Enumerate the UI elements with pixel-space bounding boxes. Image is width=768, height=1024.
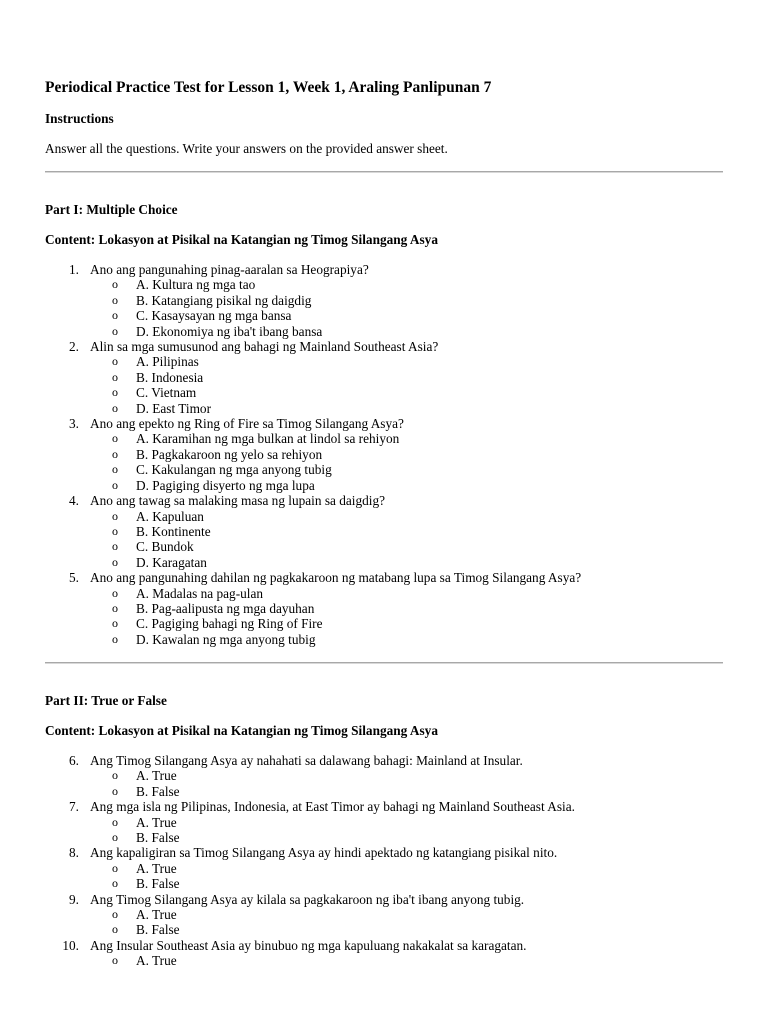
part2-question-list (45, 753, 725, 969)
question-item (45, 339, 725, 416)
answer-option (90, 815, 725, 830)
instructions-heading: Instructions (45, 111, 114, 126)
option-text: A. Kultura ng mga tao (136, 277, 256, 293)
option-text: B. Katangiang pisikal ng daigdig (136, 292, 312, 308)
question-item (45, 938, 725, 969)
question-item (45, 570, 725, 647)
option-text: D. Ekonomiya ng iba't ibang bansa (136, 323, 323, 339)
circle-bullet-icon: o (112, 600, 118, 615)
circle-bullet-icon: o (112, 523, 118, 538)
option-text: C. Bundok (136, 539, 194, 555)
question-text: Alin sa mga sumusunod ang bahagi ng Mainland Southeast Asia? (90, 339, 439, 355)
option-text: C. Kasaysayan ng mga bansa (136, 308, 292, 324)
option-text: B. False (136, 876, 180, 892)
question-number: 5. (69, 570, 79, 586)
option-text: D. East Timor (136, 400, 211, 416)
question-number: 10. (62, 937, 79, 953)
question-number: 6. (69, 753, 79, 768)
option-text: C. Kakulangan ng mga anyong tubig (136, 462, 332, 478)
circle-bullet-icon: o (112, 585, 118, 600)
answer-option (90, 632, 725, 647)
circle-bullet-icon: o (112, 616, 118, 631)
answer-option (90, 555, 725, 570)
question-item (45, 845, 725, 891)
answer-options (90, 509, 725, 571)
answer-option (90, 922, 725, 937)
answer-option (90, 431, 725, 446)
option-text: A. Kapuluan (136, 508, 204, 524)
circle-bullet-icon: o (112, 768, 118, 783)
question-text: Ano ang pangunahing dahilan ng pagkakaroon ng matabang lupa sa Timog Silangang Asya? (90, 570, 582, 586)
circle-bullet-icon: o (112, 860, 118, 875)
circle-bullet-icon: o (112, 814, 118, 829)
option-text: A. True (136, 768, 177, 784)
option-text: D. Kawalan ng mga anyong tubig (136, 631, 316, 647)
part2-heading: Part II: True or False (45, 693, 167, 708)
answer-option (90, 370, 725, 385)
section-divider (45, 171, 723, 173)
answer-option (90, 601, 725, 616)
answer-options (90, 277, 725, 339)
option-text: A. Karamihan ng mga bulkan at lindol sa rehiyon (136, 431, 400, 447)
option-text: B. False (136, 922, 180, 938)
answer-options (90, 354, 725, 416)
circle-bullet-icon: o (112, 462, 118, 477)
circle-bullet-icon: o (112, 369, 118, 384)
question-number: 2. (69, 339, 79, 355)
answer-options (90, 907, 725, 938)
option-text: C. Pagiging bahagi ng Ring of Fire (136, 616, 323, 632)
circle-bullet-icon: o (112, 385, 118, 400)
option-text: D. Pagiging disyerto ng mga lupa (136, 477, 315, 493)
question-text: Ang mga isla ng Pilipinas, Indonesia, at East Timor ay bahagi ng Mainland Southeast Asia. (90, 799, 575, 815)
answer-option (90, 616, 725, 631)
question-item (45, 892, 725, 938)
question-number: 7. (69, 799, 79, 815)
circle-bullet-icon: o (112, 277, 118, 292)
circle-bullet-icon: o (112, 354, 118, 369)
answer-option (90, 586, 725, 601)
circle-bullet-icon: o (112, 953, 118, 968)
circle-bullet-icon: o (112, 876, 118, 891)
question-text: Ang Insular Southeast Asia ay binubuo ng mga kapuluang nakakalat sa karagatan. (90, 937, 527, 953)
answer-option (90, 768, 725, 783)
option-text: A. True (136, 814, 177, 830)
question-text: Ang Timog Silangang Asya ay kilala sa pagkakaroon ng iba't ibang anyong tubig. (90, 891, 525, 907)
question-item (45, 416, 725, 493)
answer-options (90, 861, 725, 892)
answer-option (90, 907, 725, 922)
option-text: C. Vietnam (136, 385, 197, 401)
circle-bullet-icon: o (112, 783, 118, 798)
option-text: A. Pilipinas (136, 354, 199, 370)
question-text: Ano ang pangunahing pinag-aaralan sa Heograpiya? (90, 262, 369, 277)
answer-option (90, 385, 725, 400)
section-divider (45, 662, 723, 664)
option-text: A. True (136, 953, 177, 969)
circle-bullet-icon: o (112, 508, 118, 523)
answer-options (90, 768, 725, 799)
question-text: Ang kapaligiran sa Timog Silangang Asya ay hindi apektado ng katangiang pisikal nito. (90, 845, 558, 861)
part1-content-heading: Content: Lokasyon at Pisikal na Katangian ng Timog Silangang Asya (45, 232, 438, 247)
answer-option (90, 524, 725, 539)
answer-option (90, 876, 725, 891)
question-item (45, 753, 725, 799)
circle-bullet-icon: o (112, 292, 118, 307)
part2-content-heading: Content: Lokasyon at Pisikal na Katangian ng Timog Silangang Asya (45, 723, 438, 738)
option-text: A. True (136, 860, 177, 876)
answer-option (90, 277, 725, 292)
option-text: B. Pagkakaroon ng yelo sa rehiyon (136, 446, 323, 462)
question-text: Ano ang epekto ng Ring of Fire sa Timog Silangang Asya? (90, 416, 404, 432)
circle-bullet-icon: o (112, 907, 118, 922)
question-number: 3. (69, 416, 79, 432)
answer-option (90, 293, 725, 308)
answer-options (90, 431, 725, 493)
circle-bullet-icon: o (112, 554, 118, 569)
circle-bullet-icon: o (112, 400, 118, 415)
circle-bullet-icon: o (112, 830, 118, 845)
part1-question-list (45, 262, 725, 647)
answer-option (90, 354, 725, 369)
document-title: Periodical Practice Test for Lesson 1, Week 1, Araling Panlipunan 7 (45, 79, 492, 96)
answer-option (90, 324, 725, 339)
question-item (45, 262, 725, 339)
option-text: A. Madalas na pag-ulan (136, 585, 264, 601)
circle-bullet-icon: o (112, 631, 118, 646)
question-item (45, 493, 725, 570)
option-text: B. False (136, 783, 180, 799)
circle-bullet-icon: o (112, 446, 118, 461)
circle-bullet-icon: o (112, 477, 118, 492)
question-number: 4. (69, 493, 79, 509)
option-text: B. Kontinente (136, 523, 211, 539)
circle-bullet-icon: o (112, 922, 118, 937)
answer-option (90, 478, 725, 493)
answer-option (90, 462, 725, 477)
question-text: Ano ang tawag sa malaking masa ng lupain sa daigdig? (90, 493, 386, 509)
answer-option (90, 509, 725, 524)
answer-option (90, 447, 725, 462)
circle-bullet-icon: o (112, 539, 118, 554)
answer-option (90, 308, 725, 323)
option-text: B. False (136, 830, 180, 846)
option-text: A. True (136, 907, 177, 923)
option-text: B. Pag-aalipusta ng mga dayuhan (136, 600, 315, 616)
answer-option (90, 861, 725, 876)
part1-heading: Part I: Multiple Choice (45, 202, 178, 217)
answer-option (90, 830, 725, 845)
circle-bullet-icon: o (112, 323, 118, 338)
answer-options (90, 815, 725, 846)
option-text: B. Indonesia (136, 369, 204, 385)
answer-options (90, 586, 725, 648)
instructions-text: Answer all the questions. Write your answers on the provided answer sheet. (45, 141, 448, 156)
question-item (45, 799, 725, 845)
answer-options (90, 953, 725, 968)
question-number: 1. (69, 262, 79, 277)
question-text: Ang Timog Silangang Asya ay nahahati sa dalawang bahagi: Mainland at Insular. (90, 753, 523, 768)
circle-bullet-icon: o (112, 431, 118, 446)
question-number: 8. (69, 845, 79, 861)
circle-bullet-icon: o (112, 308, 118, 323)
answer-option (90, 784, 725, 799)
option-text: D. Karagatan (136, 554, 207, 570)
answer-option (90, 401, 725, 416)
answer-option (90, 953, 725, 968)
question-number: 9. (69, 891, 79, 907)
answer-option (90, 539, 725, 554)
